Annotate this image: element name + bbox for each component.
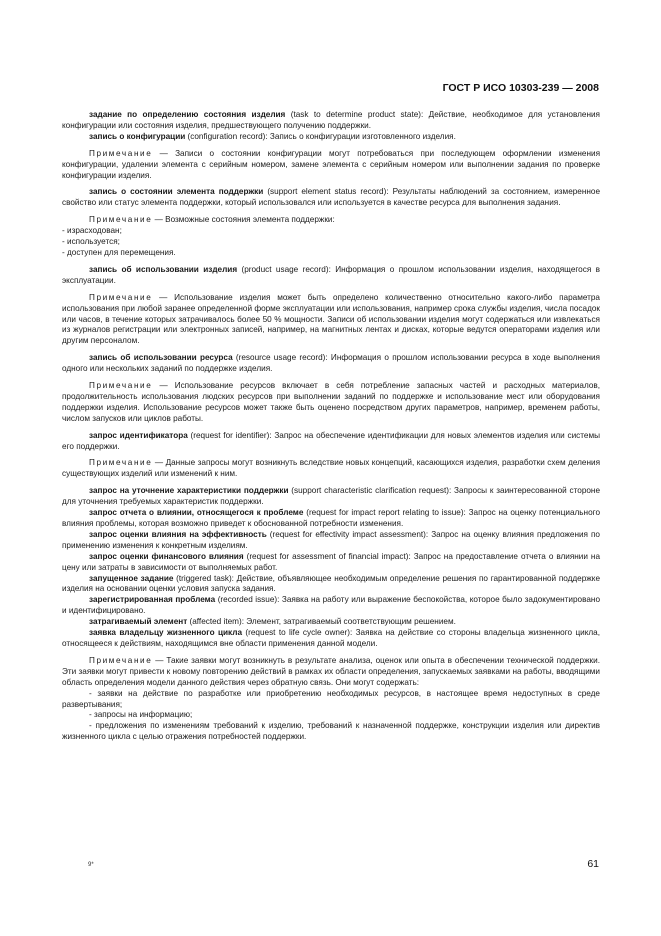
signature-mark: 9* [88,862,94,868]
standard-header: ГОСТ Р ИСО 10303-239 — 2008 [442,82,599,94]
definition-text: (configuration record): Запись о конфигурации изготовленного изделия. [185,131,456,141]
note-paragraph [62,149,600,182]
list-item: - предложения по изменениям требований к изделию, требований к назначенной поддержке, конструкции изделия или директив жизненного цикла с целью отражения потребностей поддержки. [62,721,600,742]
note-label: Примечание [89,148,153,158]
definition-text: (request for identifier): Запрос на обеспечение идентификации для новых элементов изделия или системы его поддержки. [62,430,600,451]
note-paragraph [62,381,600,425]
definition-text: (product usage record): Информация о прошлом использовании изделия, находящегося в эксплуатации. [62,264,601,285]
definition-paragraph [62,574,600,596]
definition-paragraph [62,595,600,617]
definition-paragraph [62,508,600,530]
note-label: Примечание [89,458,153,468]
term: запись об использовании ресурса [89,353,233,363]
definition-paragraph [62,530,600,552]
term: запрос оценки влияния на эффективность [89,529,267,539]
note-text: — Возможные состояния элемента поддержки: [152,215,335,225]
term: запрос на уточнение характеристики поддержки [89,486,289,496]
definition-paragraph [62,132,600,143]
definition-paragraph [62,187,600,209]
definition-paragraph [62,431,600,453]
definition-text: (request for assessment of financial impact): Запрос на предоставление отчета о влиянии на цену или затраты в зависимости от выполняемых работ. [62,551,601,572]
definition-text: (triggered task): Действие, объявляющее необходимым определение решения по гарантированной поддержке изделия на основании оценки условия запуска задания. [62,573,600,594]
definition-text: (affected item): Элемент, затрагиваемый соответствующим решением. [187,617,456,627]
term: заявка владельцу жизненного цикла [89,628,243,638]
term: запрос идентификатора [89,430,188,440]
definition-text: (request for impact report relating to issue): Запрос на оценку потенциального влияния проблемы, которая возможно приведет к обоснованной потребности изменения. [62,508,600,528]
term: запись о конфигурации [89,131,186,141]
list-item: - доступен для перемещения. [62,247,176,257]
note-paragraph [62,293,600,348]
term: задание по определению состояния изделия [89,110,286,119]
note-text: — Использование ресурсов включает в себя потребление запасных частей и расходных материалов, продолжительность использования людских ресурсов при выполнении заданий по поддержке и использование мест или оборудования поддержки изделия. Использование ресурсов может также быть оценено посредством других параметров, например, временем работы, числом запусков или циклов работы. [62,381,600,423]
list-item: - используется; [62,237,120,247]
term: затрагиваемый элемент [89,617,188,627]
definition-text: (request for effectivity impact assessment): Запрос на оценку влияния предложения по применению изменения к конкретным изделиям. [62,529,600,550]
definition-paragraph [62,552,600,574]
note-paragraph [62,215,600,226]
definition-paragraph [62,110,600,132]
definition-text: (support characteristic clarification request): Запросы к заинтересованной стороне для уточнения требуемых характеристик поддержки. [62,486,600,507]
definition-text: (task to determine product state): Действие, необходимое для установления конфигурации или состояния изделия, предшествующего получению поддержки. [62,110,600,130]
term: запрос отчета о влиянии, относящегося к проблеме [89,508,304,518]
document-body [62,110,600,743]
definition-paragraph [62,265,600,287]
term: зарегистрированная проблема [89,595,216,605]
definition-paragraph [62,486,600,508]
note-text: — Записи о состоянии конфигурации могут потребоваться при последующем оформлении изменения конфигурации, удалении элемента с серийным номером, замене элемента с серийным номером или выполнении задания по проверке конфигурации изделия. [62,148,600,180]
note-paragraph [62,656,600,689]
page-number: 61 [587,858,599,870]
note-label: Примечание [89,381,153,391]
definition-text: (support element status record): Результаты наблюдений за состоянием, измеренное свойство или статус элемента поддержки, который использовался или используется в качестве ресурса для выполнения задания. [62,187,600,208]
note-text: — Данные запросы могут возникнуть вследствие новых концепций, касающихся изделия, разработки схем деления существующих изделий или изменений к ним. [62,458,600,479]
definition-text: (request to life cycle owner): Заявка на действие со стороны владельца жизненного цикла, относящееся к действиям, находящимся вне области применения данной модели. [62,628,600,648]
note-label: Примечание [89,655,153,665]
list-item: - заявки на действие по разработке или приобретению необходимых ресурсов, в настоящее время недоступных в среде развертывания; [62,688,600,709]
term: запущенное задание [89,573,174,583]
term: запись о состоянии элемента поддержки [89,187,264,197]
list-item: - израсходован; [62,226,122,236]
note-label: Примечание [89,215,153,225]
definition-text: (recorded issue): Заявка на работу или выражение беспокойства, которое было задокументировано и идентифицировано. [62,595,600,616]
definition-paragraph [62,353,600,375]
term: запись об использовании изделия [89,264,238,274]
term: запрос оценки финансового влияния [89,551,244,561]
note-text: — Такие заявки могут возникнуть в результате анализа, оценок или опыта в обеспечении технической поддержки. Эти заявки могут привести к новому повторению действий в рамках их области определения, запускаемых заявками на работы, вводящими область определения модели данного действия через обратную связь. Они могут содержать: [62,655,600,687]
definition-paragraph [62,628,600,650]
definition-text: (resource usage record): Информация о прошлом использовании ресурса в ходе выполнения одного или нескольких заданий по поддержке изделия. [62,353,600,374]
note-text: — Использование изделия может быть определено количественно относительно какого-либо параметра использования при любой заранее определенной форме эксплуатации или использования, например срока службы изделия, числа посадок или часов, в течение которых затрачивалось более 50 % мощности. Записи об использовании изделия могут содержаться или извлекаться из журналов регистрации или электронных записей, например, на магнитных лентах и дисках, которые ведутся операторами изделия или другим персоналом. [62,292,600,346]
list-item: - запросы на информацию; [89,710,193,720]
definition-paragraph [62,617,600,628]
note-paragraph [62,458,600,480]
note-label: Примечание [89,292,153,302]
